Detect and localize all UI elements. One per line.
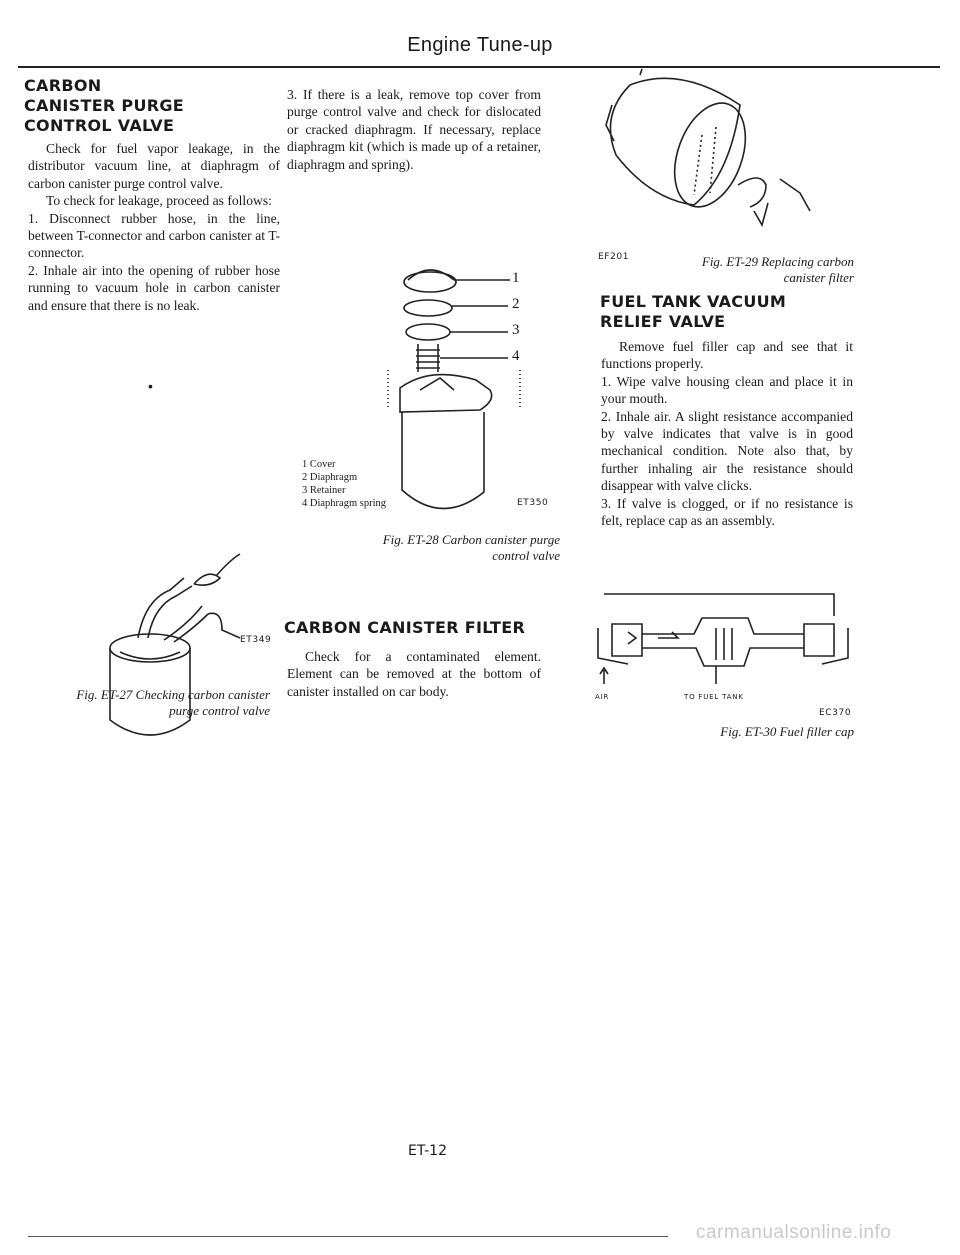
figure-caption-et27: [40, 687, 270, 719]
paragraph: Check for fuel vapor leakage, in the distributor vacuum line, at diaphragm of carbon canister purge control valve.: [28, 141, 280, 191]
canister-filter-replacement-illustration: [590, 75, 850, 265]
paragraph: 1. Wipe valve housing clean and place it in your mouth.: [601, 373, 853, 407]
callout-4: 4: [512, 348, 520, 364]
figure-caption-et30: Fig. ET-30 Fuel filler cap: [720, 724, 854, 739]
legend-item-retainer: 3 Retainer: [302, 485, 346, 496]
label-to-fuel-tank: TO FUEL TANK: [684, 693, 744, 701]
legend-item-diaphragm: 2 Diaphragm: [302, 472, 358, 483]
figure-code-ec370: EC370: [819, 708, 852, 718]
figure-caption-et29: [640, 254, 854, 286]
caption-line: Fig. ET-27 Checking carbon canister: [76, 687, 270, 702]
paragraph: 3. If valve is clogged, or if no resistance is felt, replace cap as an assembly.: [601, 495, 853, 529]
caption-line: canister filter: [783, 270, 854, 285]
figure-code-et349: ET349: [240, 635, 272, 645]
section-heading-purge-valve: [24, 76, 274, 136]
callout-2: 2: [512, 296, 520, 312]
canister-filter-body: [287, 648, 541, 700]
caption-line: Fig. ET-29 Replacing carbon: [701, 254, 854, 269]
figure-code-ef201: EF201: [598, 252, 630, 262]
heading-line: CONTROL VALVE: [24, 116, 175, 135]
page-number: ET-12: [408, 1143, 447, 1159]
section-heading-canister-filter: CARBON CANISTER FILTER: [284, 618, 526, 637]
caption-line: purge control valve: [169, 703, 270, 718]
vacuum-relief-body: [601, 338, 853, 529]
diaphragm-check-body: [287, 86, 541, 173]
page-header-title: Engine Tune-up: [407, 34, 553, 56]
figure-caption-et28: [320, 532, 560, 564]
label-air: AIR: [595, 693, 610, 701]
fuel-filler-cap-illustration: [598, 588, 860, 698]
canister-check-illustration: [90, 580, 250, 700]
callout-3: 3: [512, 322, 520, 338]
section-heading-vacuum-relief: [600, 292, 860, 332]
watermark-text: carmanualsonline.info: [696, 1222, 892, 1243]
parts-legend: [302, 458, 422, 510]
paragraph: To check for leakage, proceed as follows:: [46, 193, 272, 209]
paragraph: Remove fuel filler cap and see that it functions properly.: [601, 339, 853, 372]
caption-line: control valve: [492, 548, 560, 563]
header-rule: [18, 66, 940, 68]
heading-line: RELIEF VALVE: [600, 312, 726, 331]
paragraph: 2. Inhale air. A slight resistance accompanied by valve indicates that valve is in good mechanical condition. Note also that, by further inhaling air the resistance should disappear with valve clicks.: [601, 408, 853, 494]
purge-valve-body: [28, 140, 280, 314]
legend-item-cover: 1 Cover: [302, 459, 336, 470]
paragraph: 2. Inhale air into the opening of rubber hose running to vacuum hole in carbon canister and ensure that there is no leak.: [28, 262, 280, 313]
footer-rule: [28, 1236, 668, 1237]
heading-line: CARBON: [24, 76, 102, 95]
heading-line: CANISTER PURGE: [24, 96, 185, 115]
heading-line: FUEL TANK VACUUM: [600, 292, 787, 311]
legend-item-diaphragm-spring: 4 Diaphragm spring: [302, 498, 386, 509]
caption-line: Fig. ET-28 Carbon canister purge: [382, 532, 560, 547]
callout-1: 1: [512, 270, 520, 286]
paragraph: 1. Disconnect rubber hose, in the line, between T-connector and carbon canister at T-connector.: [28, 210, 280, 261]
paragraph: 3. If there is a leak, remove top cover from purge control valve and check for dislocated or cracked diaphragm. If necessary, replace diaphragm kit (which is made up of a retainer, diaphragm and spring).: [287, 87, 541, 172]
bullet-mark: •: [148, 378, 153, 394]
figure-code-et350: ET350: [517, 498, 549, 508]
paragraph: Check for a contaminated element. Element can be removed at the bottom of canister installed on car body.: [287, 649, 541, 699]
